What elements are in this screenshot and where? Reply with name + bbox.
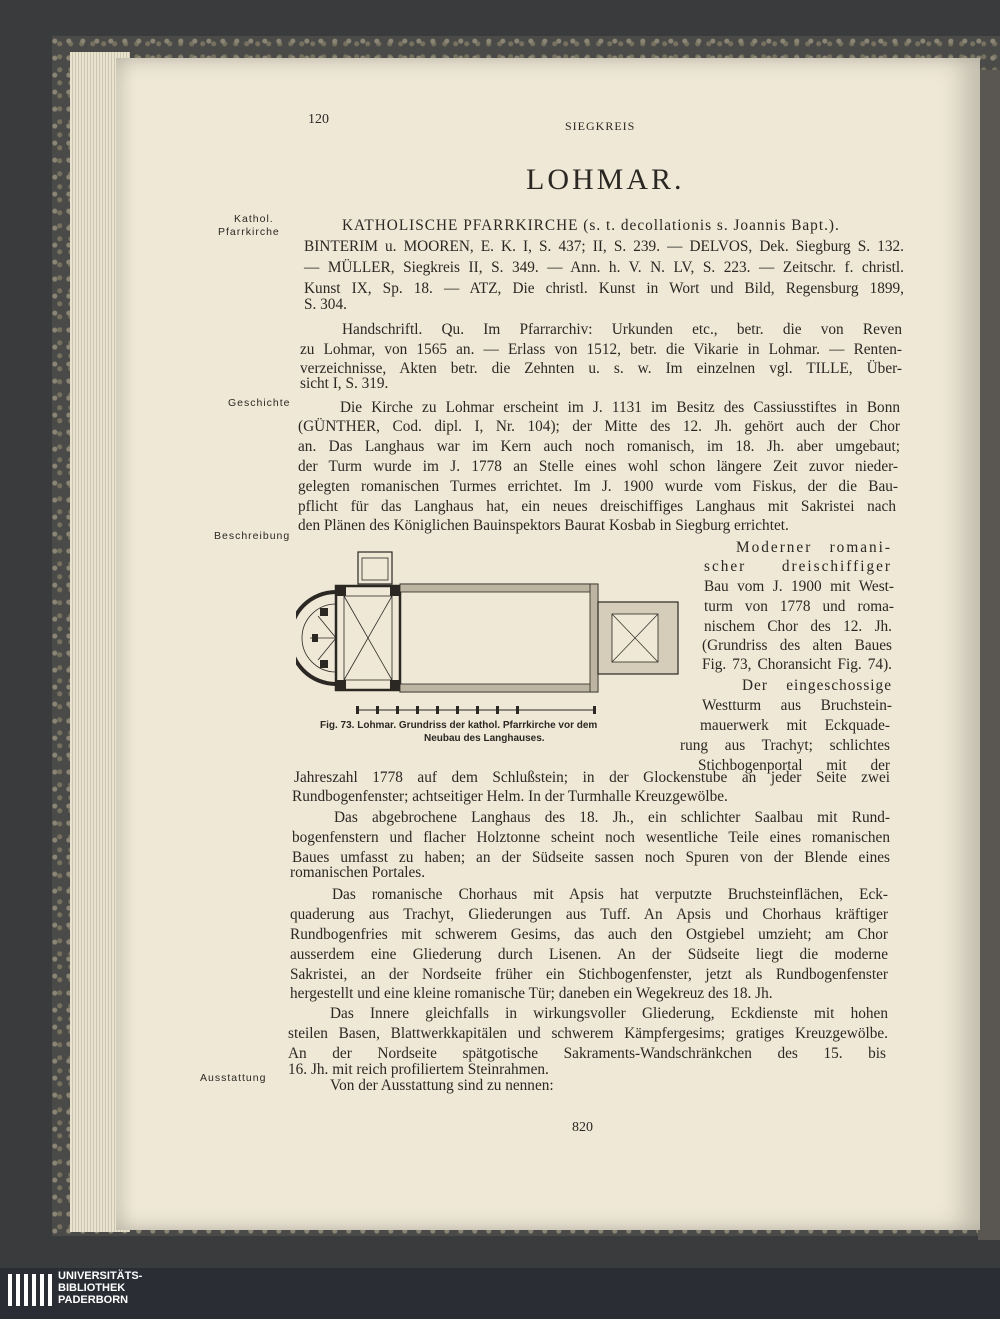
text-line: sicht I, S. 319. [300,375,389,392]
margin-note-beschreibung: Beschreibung [214,530,291,542]
library-name-line3: PADERBORN [58,1294,129,1306]
text-line: ausserdem eine Gliederung durch Lisenen. An der Südseite liegt die moderne [290,946,888,963]
text-line: hergestellt und eine kleine romanische Tür; daneben ein Wegekreuz des 18. Jh. [290,985,773,1002]
margin-note-geschichte: Geschichte [228,397,291,409]
text-line: Baues umfasst zu haben; an der Südseite sassen noch Spuren von der Blende eines [292,849,890,866]
library-logo-icon [6,1272,52,1308]
text-line: scher dreischiffiger [704,558,892,575]
text-line: (Grundriss des alten Baues [702,637,892,654]
text-line: mauerwerk mit Eckquade- [700,717,890,734]
text-line: Die Kirche zu Lohmar erscheint im J. 1131 im Besitz des Cassiusstiftes in Bonn [340,399,900,416]
folio-number: 820 [572,1120,593,1135]
text-line: turm von 1778 und roma- [704,598,894,615]
text-line: Das Innere gleichfalls in wirkungsvoller Gliederung, Eckdienste mit hohen [330,1005,888,1022]
text-line: Der eingeschossige [742,677,892,694]
margin-note-pfarrkirche: Pfarrkirche [218,226,280,238]
text-line: Moderner romani- [736,539,892,556]
text-line: (GÜNTHER, Cod. dipl. I, Nr. 104); der Mitte des 12. Jh. gehört auch der Chor [298,418,900,435]
text-line: nischem Chor des 12. Jh. [704,618,892,635]
text-line: Jahreszahl 1778 auf dem Schlußstein; in der Glockenstube an jeder Seite zwei [294,769,890,786]
figure-caption-line1: Fig. 73. Lohmar. Grundriss der kathol. Pfarrkirche vor dem [320,720,598,731]
text-line: 16. Jh. mit reich profiliertem Steinrahmen. [288,1061,549,1078]
text-line: Bau vom J. 1900 mit West- [704,578,894,595]
text-line: gelegten romanischen Turmes errichtet. Im J. 1900 wurde vom Fiskus, der die Bau- [298,478,898,495]
text-line: bogenfenstern und flacher Holztonne scheint noch wesentliche Teile eines romanischen [292,829,890,846]
church-heading: KATHOLISCHE PFARRKIRCHE (s. t. decollationis s. Joannis Bapt.). [342,217,840,234]
text-line: steilen Basen, Blattwerkkapitälen und schwerem Kämpfergesims; gratiges Kreuzgewölbe. [288,1025,888,1042]
running-head: SIEGKREIS [565,119,636,133]
text-line: den Plänen des Königlichen Bauinspektors Baurat Kosbab in Siegburg errichtet. [298,517,789,534]
book-spine-edge [978,70,1000,1240]
text-line: An der Nordseite spätgotische Sakraments-Wandschränkchen des 15. bis [288,1045,886,1062]
text-line: verzeichnisse, Akten betr. die Zehnten u. s. w. Im einzelnen vgl. TILLE, Über- [300,360,902,377]
text-line: quaderung aus Trachyt, Gliederungen aus Tuff. An Apsis und Chorhaus kräftiger [290,906,888,923]
text-line: Von der Ausstattung sind zu nennen: [330,1077,554,1094]
figure-caption [320,719,700,745]
text-line: Stichbogenportal mit der [698,757,890,774]
text-line: Kunst IX, Sp. 18. — ATZ, Die christl. Kunst in Wort und Bild, Regensburg 1899, [304,280,904,297]
text-line: pflicht für das Langhaus hat, ein neues dreischiffiges Langhaus mit Sakristei nach [298,498,896,515]
text-line: Fig. 73, Choransicht Fig. 74). [702,656,892,673]
text-line: romanischen Portales. [290,864,426,881]
text-line: Sakristei, an der Nordseite früher ein Stichbogenfenster, jetzt als Rundbogenfenster [290,966,888,983]
library-name-line2: BIBLIOTHEK [58,1282,126,1294]
text-line: Das abgebrochene Langhaus des 18. Jh., ein schlichter Saalbau mit Rund- [334,809,890,826]
floor-plan-figure [296,548,682,720]
text-line: — MÜLLER, Siegkreis II, S. 349. — Ann. h. V. N. LV, S. 223. — Zeitschr. f. christl. [304,259,904,276]
margin-note-kathol: Kathol. [234,213,274,225]
page-title: LOHMAR. [526,163,685,196]
text-line: an. Das Langhaus war im Kern auch noch romanisch, im 18. Jh. aber umgebaut; [298,438,900,455]
text-line: rung aus Trachyt; schlichtes [680,737,890,754]
text-line: Rundbogenfenster; achtseitiger Helm. In der Turmhalle Kreuzgewölbe. [292,788,728,805]
text-line: Handschriftl. Qu. Im Pfarrarchiv: Urkunden etc., betr. die von Reven [342,321,902,338]
figure-caption-line2: Neubau des Langhauses. [424,733,545,744]
text-line: zu Lohmar, von 1565 an. — Erlass von 1512, betr. die Vikarie in Lohmar. — Renten- [300,341,902,358]
library-name-line1: UNIVERSITÄTS- [58,1270,143,1282]
library-name [58,1270,142,1306]
margin-note-ausstattung: Ausstattung [200,1072,267,1084]
text-line: BINTERIM u. MOOREN, E. K. I, S. 437; II, S. 239. — DELVOS, Dek. Siegburg S. 132. [304,238,904,255]
library-footer [0,1268,1000,1319]
text-line: der Turm wurde im J. 1778 an Stelle eines wohl schon längere Zeit zuvor nieder- [298,458,898,475]
text-line: Das romanische Chorhaus mit Apsis hat verputzte Bruchsteinflächen, Eck- [332,886,888,903]
text-line: Westturm aus Bruchstein- [702,697,892,714]
text-line: Rundbogenfries mit schwerem Gesims, das auch den Ostgiebel umzieht; am Chor [290,926,888,943]
page-number: 120 [308,112,329,127]
text-line: S. 304. [304,296,347,313]
